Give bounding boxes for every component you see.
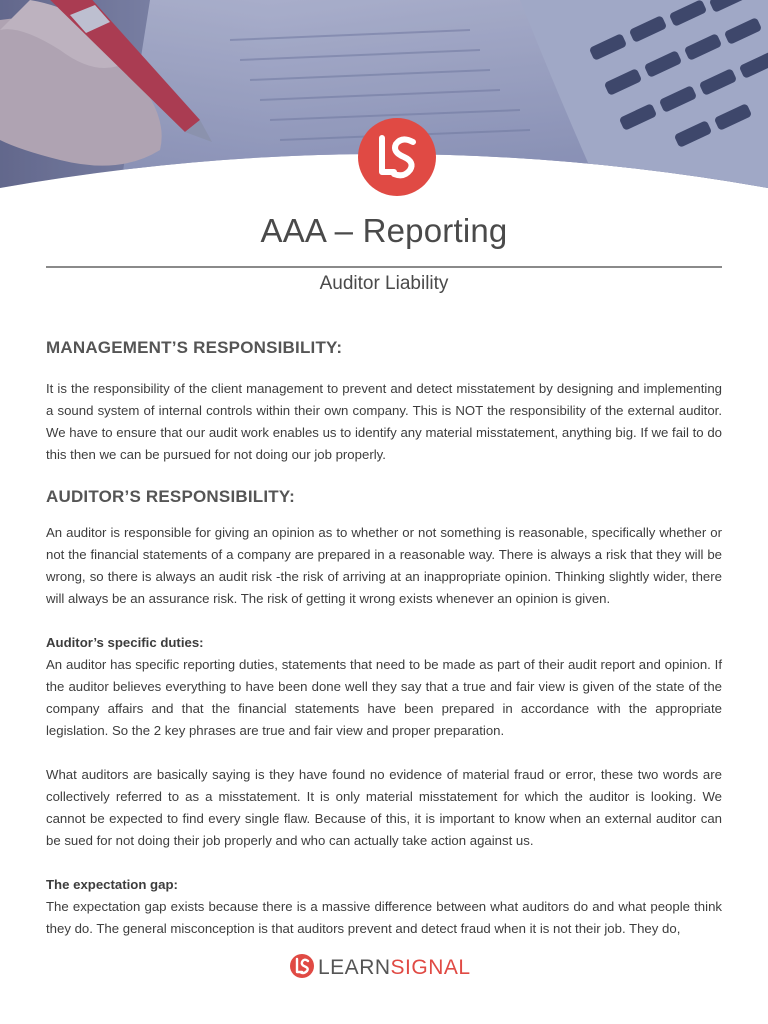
paragraph-expectation-gap: The expectation gap exists because there is a massive difference between what auditors do and what people think they do. The general misconception is that auditors prevent and detect fraud when it is not their job. They do, xyxy=(46,899,722,936)
paragraph-auditor-responsibility: An auditor is responsible for giving an opinion as to whether or not something is reasonable, specifically whether or not the financial statements of a company are prepared in a reasonable way. There is always a risk that they will be wrong, so there is always an audit risk -the risk of arriving at an inappropriate opinion. Thinking slightly wider, there will always be an assurance risk. The risk of getting it wrong exists whenever an opinion is given. xyxy=(46,525,722,606)
paragraph-material-misstatement: What auditors are basically saying is they have found no evidence of material fraud or error, these two words are collectively referred to as a misstatement. It is only material misstatement for which the auditor is looking. We cannot be expected to find every single flaw. Because of this, it is important to know when an external auditor can be sued for not doing their job properly and who can actually take action against us. xyxy=(46,767,722,848)
paragraph-specific-duties: An auditor has specific reporting duties, statements that need to be made as part of their audit report and opinion. If the auditor believes everything to have been done well they say that a true and fair view is given of the state of the company affairs and that the financial statements have been prepared in accordance with the appropriate legislation. So the 2 key phrases are true and fair view and proper preparation. xyxy=(46,657,722,738)
paragraph-management: It is the responsibility of the client management to prevent and detect misstatement by designing and implementing a sound system of internal controls within their own company. This is NOT the responsibility of the external auditor. We have to ensure that our audit work enables us to identify any material misstatement, anything big. If we fail to do this then we can be pursued for not doing our job properly. xyxy=(46,381,722,462)
document-body xyxy=(46,338,722,940)
footer-learnsignal-logo xyxy=(288,951,480,981)
subheading-expectation-gap: The expectation gap: xyxy=(46,877,178,892)
learnsignal-logo-badge xyxy=(358,118,436,196)
svg-text:LEARNSIGNAL xyxy=(318,956,471,979)
subheading-specific-duties: Auditor’s specific duties: xyxy=(46,635,204,650)
section-heading-management: MANAGEMENT’S RESPONSIBILITY: xyxy=(46,338,343,357)
document-subtitle: Auditor Liability xyxy=(319,273,449,294)
document-title: AAA – Reporting xyxy=(260,212,508,249)
section-heading-auditor: AUDITOR’S RESPONSIBILITY: xyxy=(46,487,296,506)
title-divider xyxy=(46,266,722,268)
footer-brand-signal: SIGNAL xyxy=(390,956,471,979)
footer-brand-learn: LEARN xyxy=(318,956,391,979)
